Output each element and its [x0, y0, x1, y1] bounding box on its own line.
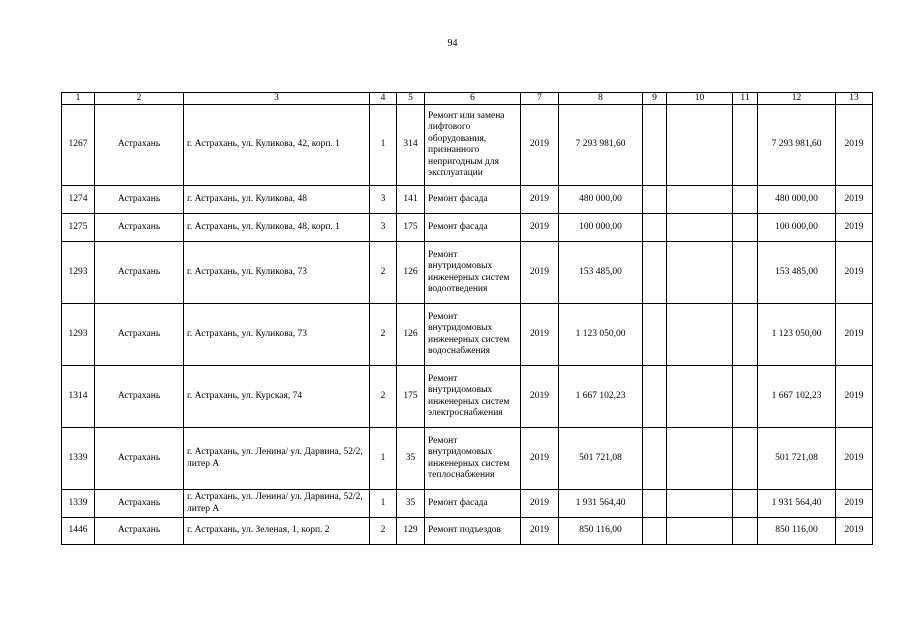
cell-col10 [667, 490, 733, 518]
cell-col4: 1 [370, 428, 397, 490]
cell-col11 [733, 105, 758, 186]
cell-id: 1293 [62, 242, 95, 304]
cell-year-end: 2019 [836, 518, 873, 545]
cell-year: 2019 [521, 490, 559, 518]
cell-col10 [667, 366, 733, 428]
cell-cost-total: 480 000,00 [758, 186, 836, 214]
cell-cost: 100 000,00 [559, 214, 643, 242]
cell-year-end: 2019 [836, 214, 873, 242]
cell-city: Астрахань [95, 186, 184, 214]
header-cell: 6 [425, 93, 521, 105]
table-row [62, 214, 873, 242]
cell-col11 [733, 186, 758, 214]
cell-address: г. Астрахань, ул. Куликова, 73 [184, 242, 370, 304]
page-number: 94 [447, 38, 458, 49]
cell-year-end: 2019 [836, 366, 873, 428]
cell-work-type: Ремонт внутридомовых инженерных систем водоснабжения [425, 304, 521, 366]
cell-col9 [643, 242, 667, 304]
header-cell: 3 [184, 93, 370, 105]
table-row [62, 366, 873, 428]
cell-col4: 2 [370, 518, 397, 545]
cell-work-type: Ремонт фасада [425, 214, 521, 242]
cell-year: 2019 [521, 518, 559, 545]
table-row [62, 242, 873, 304]
cell-address: г. Астрахань, ул. Куликова, 73 [184, 304, 370, 366]
cell-address: г. Астрахань, ул. Куликова, 48 [184, 186, 370, 214]
cell-col5: 129 [397, 518, 425, 545]
cell-col10 [667, 186, 733, 214]
cell-city: Астрахань [95, 518, 184, 545]
cell-col9 [643, 490, 667, 518]
cell-col11 [733, 304, 758, 366]
cell-col4: 1 [370, 490, 397, 518]
cell-id: 1446 [62, 518, 95, 545]
cell-col10 [667, 428, 733, 490]
cell-col9 [643, 518, 667, 545]
cell-col11 [733, 428, 758, 490]
cell-col9 [643, 105, 667, 186]
cell-id: 1293 [62, 304, 95, 366]
cell-city: Астрахань [95, 304, 184, 366]
cell-col11 [733, 214, 758, 242]
cell-id: 1274 [62, 186, 95, 214]
cell-work-type: Ремонт или замена лифтового оборудования, признанного непригодным для эксплуатации [425, 105, 521, 186]
header-cell: 2 [95, 93, 184, 105]
table-row [62, 186, 873, 214]
table-row [62, 490, 873, 518]
cell-year-end: 2019 [836, 490, 873, 518]
cell-year: 2019 [521, 214, 559, 242]
cell-year-end: 2019 [836, 304, 873, 366]
table-row [62, 105, 873, 186]
cell-cost: 153 485,00 [559, 242, 643, 304]
cell-col4: 2 [370, 366, 397, 428]
cell-year-end: 2019 [836, 242, 873, 304]
cell-col11 [733, 366, 758, 428]
header-cell: 9 [643, 93, 667, 105]
header-cell: 1 [62, 93, 95, 105]
cell-work-type: Ремонт внутридомовых инженерных систем водоотведения [425, 242, 521, 304]
cell-cost-total: 100 000,00 [758, 214, 836, 242]
cell-year-end: 2019 [836, 186, 873, 214]
cell-col4: 1 [370, 105, 397, 186]
cell-city: Астрахань [95, 366, 184, 428]
cell-cost-total: 1 931 564,40 [758, 490, 836, 518]
cell-cost: 480 000,00 [559, 186, 643, 214]
cell-cost: 850 116,00 [559, 518, 643, 545]
cell-col10 [667, 304, 733, 366]
cell-address: г. Астрахань, ул. Куликова, 42, корп. 1 [184, 105, 370, 186]
cell-year: 2019 [521, 304, 559, 366]
cell-cost-total: 7 293 981,60 [758, 105, 836, 186]
cell-col11 [733, 490, 758, 518]
cell-id: 1339 [62, 428, 95, 490]
cell-cost-total: 153 485,00 [758, 242, 836, 304]
cell-cost-total: 1 667 102,23 [758, 366, 836, 428]
cell-col5: 126 [397, 242, 425, 304]
cell-col5: 175 [397, 366, 425, 428]
cell-address: г. Астрахань, ул. Зеленая, 1, корп. 2 [184, 518, 370, 545]
cell-col9 [643, 366, 667, 428]
cell-work-type: Ремонт фасада [425, 186, 521, 214]
cell-city: Астрахань [95, 105, 184, 186]
cell-city: Астрахань [95, 490, 184, 518]
cell-col4: 3 [370, 186, 397, 214]
cell-year: 2019 [521, 366, 559, 428]
header-row [62, 93, 873, 105]
cell-id: 1314 [62, 366, 95, 428]
cell-col4: 2 [370, 242, 397, 304]
cell-col5: 35 [397, 490, 425, 518]
table-row [62, 304, 873, 366]
cell-col5: 175 [397, 214, 425, 242]
cell-col9 [643, 214, 667, 242]
cell-year-end: 2019 [836, 428, 873, 490]
cell-work-type: Ремонт внутридомовых инженерных систем электроснабжения [425, 366, 521, 428]
cell-city: Астрахань [95, 242, 184, 304]
cell-cost-total: 850 116,00 [758, 518, 836, 545]
cell-col5: 126 [397, 304, 425, 366]
header-cell: 12 [758, 93, 836, 105]
cell-col5: 141 [397, 186, 425, 214]
cell-cost: 7 293 981,60 [559, 105, 643, 186]
cell-col10 [667, 105, 733, 186]
data-table [61, 92, 873, 545]
cell-col10 [667, 242, 733, 304]
cell-col9 [643, 428, 667, 490]
cell-col4: 2 [370, 304, 397, 366]
cell-col9 [643, 186, 667, 214]
cell-work-type: Ремонт фасада [425, 490, 521, 518]
header-cell: 4 [370, 93, 397, 105]
cell-col11 [733, 242, 758, 304]
cell-year: 2019 [521, 242, 559, 304]
cell-col4: 3 [370, 214, 397, 242]
cell-id: 1267 [62, 105, 95, 186]
cell-cost: 1 123 050,00 [559, 304, 643, 366]
cell-cost-total: 1 123 050,00 [758, 304, 836, 366]
cell-year: 2019 [521, 186, 559, 214]
cell-address: г. Астрахань, ул. Курская, 74 [184, 366, 370, 428]
cell-year: 2019 [521, 428, 559, 490]
cell-city: Астрахань [95, 214, 184, 242]
cell-city: Астрахань [95, 428, 184, 490]
cell-id: 1275 [62, 214, 95, 242]
cell-col11 [733, 518, 758, 545]
cell-year: 2019 [521, 105, 559, 186]
cell-address: г. Астрахань, ул. Ленина/ ул. Дарвина, 52/2, литер А [184, 490, 370, 518]
cell-cost: 1 931 564,40 [559, 490, 643, 518]
cell-cost: 1 667 102,23 [559, 366, 643, 428]
table-row [62, 518, 873, 545]
cell-work-type: Ремонт внутридомовых инженерных систем теплоснабжения [425, 428, 521, 490]
cell-col5: 35 [397, 428, 425, 490]
cell-year-end: 2019 [836, 105, 873, 186]
cell-address: г. Астрахань, ул. Ленина/ ул. Дарвина, 52/2, литер А [184, 428, 370, 490]
cell-cost: 501 721,08 [559, 428, 643, 490]
table-row [62, 428, 873, 490]
cell-col5: 314 [397, 105, 425, 186]
cell-work-type: Ремонт подъездов [425, 518, 521, 545]
cell-address: г. Астрахань, ул. Куликова, 48, корп. 1 [184, 214, 370, 242]
cell-id: 1339 [62, 490, 95, 518]
header-cell: 7 [521, 93, 559, 105]
cell-cost-total: 501 721,08 [758, 428, 836, 490]
cell-col9 [643, 304, 667, 366]
header-cell: 13 [836, 93, 873, 105]
header-cell: 5 [397, 93, 425, 105]
header-cell: 10 [667, 93, 733, 105]
cell-col10 [667, 518, 733, 545]
header-cell: 11 [733, 93, 758, 105]
header-cell: 8 [559, 93, 643, 105]
cell-col10 [667, 214, 733, 242]
